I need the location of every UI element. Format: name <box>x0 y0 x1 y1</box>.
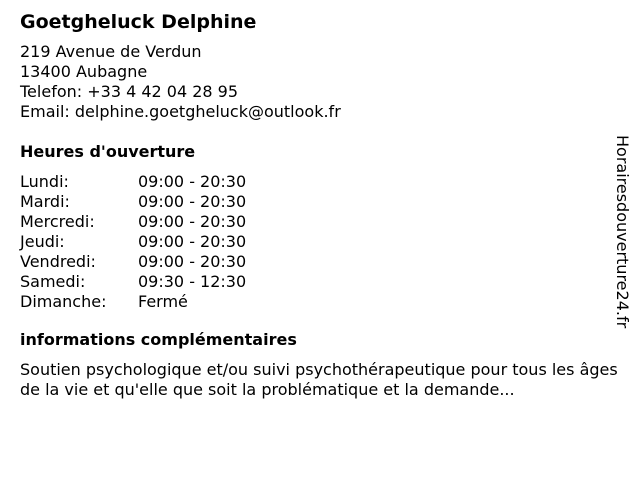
day-label: Mercredi: <box>20 212 95 231</box>
hours-row-tuesday <box>20 192 620 212</box>
hours-row-sunday <box>20 292 620 312</box>
info-heading: informations complémentaires <box>20 330 297 349</box>
hours-heading: Heures d'ouverture <box>20 142 196 161</box>
hours-row-saturday <box>20 272 620 292</box>
time-value: 09:00 - 20:30 <box>138 232 247 251</box>
day-label: Mardi: <box>20 192 70 211</box>
day-label: Jeudi: <box>20 232 65 251</box>
phone-line: Telefon: +33 4 42 04 28 95 <box>20 82 239 101</box>
hours-row-friday <box>20 252 620 272</box>
business-card <box>20 10 620 400</box>
business-name: Goetgheluck Delphine <box>20 11 257 33</box>
info-description: Soutien psychologique et/ou suivi psychothérapeutique pour tous les âges de la vie et qu'elle que soit la problématique et la demande... <box>20 360 618 399</box>
site-watermark: Horairesdouverture24.fr <box>613 135 632 329</box>
time-value: 09:00 - 20:30 <box>138 172 247 191</box>
address-city: 13400 Aubagne <box>20 62 148 81</box>
hours-table <box>20 172 620 312</box>
day-label: Dimanche: <box>20 292 107 311</box>
time-value: 09:00 - 20:30 <box>138 212 247 231</box>
time-value: 09:00 - 20:30 <box>138 192 247 211</box>
time-value: Fermé <box>138 292 188 311</box>
hours-row-thursday <box>20 232 620 252</box>
day-label: Lundi: <box>20 172 69 191</box>
hours-row-wednesday <box>20 212 620 232</box>
email-line: Email: delphine.goetgheluck@outlook.fr <box>20 102 341 121</box>
hours-row-monday <box>20 172 620 192</box>
time-value: 09:30 - 12:30 <box>138 272 247 291</box>
time-value: 09:00 - 20:30 <box>138 252 247 271</box>
day-label: Samedi: <box>20 272 86 291</box>
address-street: 219 Avenue de Verdun <box>20 42 202 61</box>
day-label: Vendredi: <box>20 252 96 271</box>
contact-block <box>20 42 620 122</box>
